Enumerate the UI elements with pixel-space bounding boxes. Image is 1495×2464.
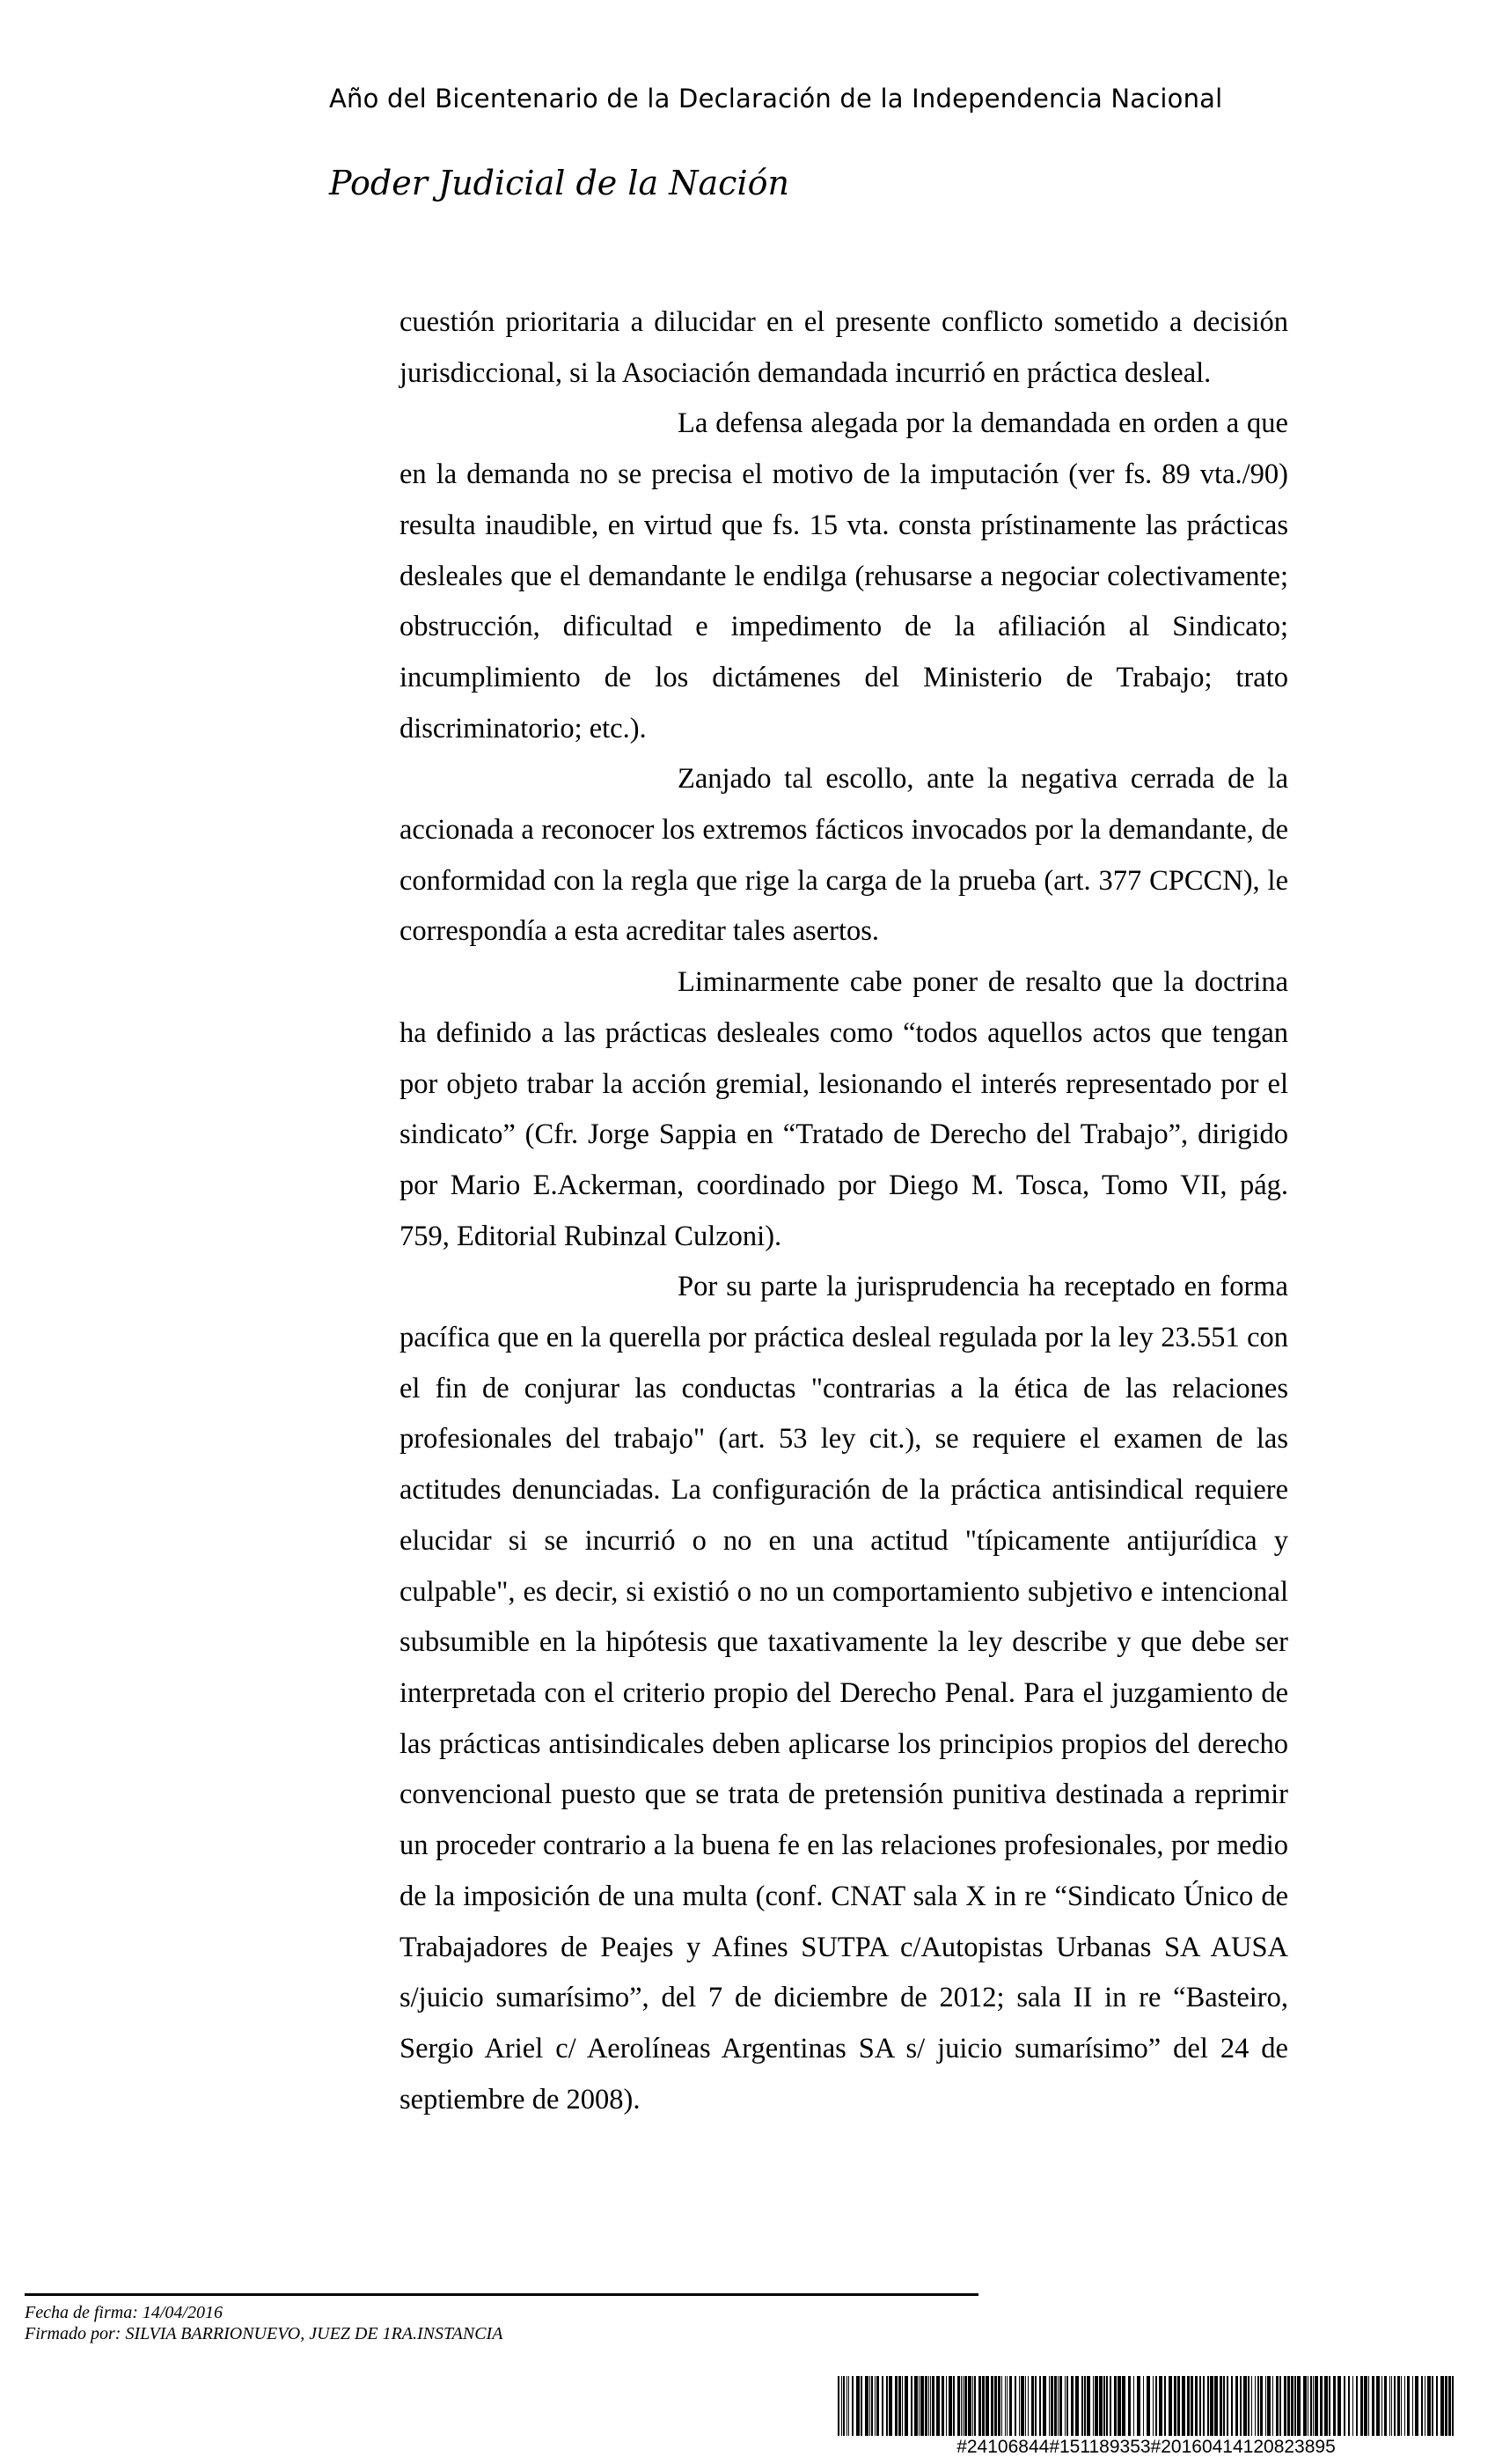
barcode-bar <box>1303 2376 1307 2436</box>
barcode-bar <box>1210 2376 1213 2436</box>
barcode-bar <box>942 2376 944 2436</box>
barcode-bar <box>1427 2376 1431 2436</box>
barcode-bar <box>1315 2376 1318 2436</box>
barcode-bar <box>1051 2376 1053 2436</box>
barcode-bar <box>1227 2376 1228 2436</box>
barcode-bar <box>1333 2376 1336 2436</box>
barcode-bar <box>1001 2376 1002 2436</box>
signature-signed-by: Firmado por: SILVIA BARRIONUEVO, JUEZ DE 1RA.INSTANCIA <box>25 2324 503 2343</box>
barcode-bar <box>1404 2376 1405 2436</box>
barcode-bar <box>1153 2376 1154 2436</box>
barcode-bar <box>1187 2376 1190 2436</box>
barcode-bar <box>1279 2376 1281 2436</box>
barcode-bar <box>1276 2376 1279 2436</box>
signature-date: Fecha de firma: 14/04/2016 <box>25 2303 223 2322</box>
barcode-bar <box>963 2376 964 2436</box>
barcode-bar <box>886 2376 888 2436</box>
barcode-bar <box>1384 2376 1387 2436</box>
barcode-bar <box>869 2376 870 2436</box>
barcode-bar <box>1164 2376 1166 2436</box>
barcode-bar <box>1025 2376 1026 2436</box>
signature-divider <box>25 2293 978 2296</box>
barcode-bar <box>1075 2376 1079 2436</box>
barcode-bar <box>848 2376 849 2436</box>
barcode-bar <box>1223 2376 1225 2436</box>
barcode-bar <box>1272 2376 1273 2436</box>
barcode-bar <box>936 2376 940 2436</box>
barcode-bar <box>949 2376 952 2436</box>
barcode-bar <box>968 2376 971 2436</box>
barcode-bar <box>895 2376 898 2436</box>
barcode-bar <box>838 2376 839 2436</box>
barcode-bar <box>1348 2376 1350 2436</box>
barcode-bar <box>953 2376 955 2436</box>
barcode-bar <box>865 2376 868 2436</box>
barcode-bar <box>1114 2376 1117 2436</box>
barcode-bar <box>882 2376 883 2436</box>
barcode-bar <box>1039 2376 1041 2436</box>
barcode-bar <box>1031 2376 1034 2436</box>
barcode-bar <box>1005 2376 1006 2436</box>
barcode-bar <box>1049 2376 1050 2436</box>
barcode-bar <box>1128 2376 1131 2436</box>
barcode-bar <box>1356 2376 1358 2436</box>
barcode-code: #24106844#151189353#20160414120823895 <box>956 2437 1336 2457</box>
barcode-bar <box>1043 2376 1046 2436</box>
barcode-bar <box>1394 2376 1396 2436</box>
barcode-bar <box>1310 2376 1312 2436</box>
barcode-bar <box>1087 2376 1090 2436</box>
barcode-bar <box>1199 2376 1201 2436</box>
barcode-bar <box>1337 2376 1341 2436</box>
barcode-bar <box>871 2376 873 2436</box>
barcode-bar <box>1265 2376 1266 2436</box>
barcode-bar <box>932 2376 934 2436</box>
barcode-bar <box>852 2376 854 2436</box>
barcode-bar <box>876 2376 879 2436</box>
barcode-bar <box>1389 2376 1390 2436</box>
barcode-bar <box>1035 2376 1037 2436</box>
barcode-bar <box>946 2376 947 2436</box>
barcode-bar <box>1007 2376 1008 2436</box>
barcode-bar <box>1195 2376 1198 2436</box>
barcode-bar <box>1214 2376 1218 2436</box>
barcode-bar <box>1436 2376 1438 2436</box>
barcode-bar <box>911 2376 912 2436</box>
barcode-bar <box>1147 2376 1150 2436</box>
barcode-bar <box>1015 2376 1016 2436</box>
barcode-bar <box>982 2376 985 2436</box>
barcode-bar <box>1407 2376 1410 2436</box>
barcode-bar <box>1019 2376 1020 2436</box>
barcode-bar <box>1297 2376 1301 2436</box>
barcode-bar <box>1344 2376 1345 2436</box>
paragraph: La defensa alegada por la demandada en orden a que en la demanda no se precisa el motivo de la imputación (ver fs. 89 vta./90) resulta inaudible, en virtud que fs. 15 vta. consta prístinamente las prácticas desleales que el demandante le endilga (rehusarse a negociar colectivamente; obstrucción, dificultad e impedimento de la afiliación al Sindicato; incumplimiento de los dictámenes del Ministerio de Trabajo; trato discriminatorio; etc.). <box>399 407 1288 744</box>
barcode-bar <box>1267 2376 1271 2436</box>
barcode-bar <box>1440 2376 1444 2436</box>
barcode-bar <box>925 2376 927 2436</box>
barcode-bar <box>846 2376 847 2436</box>
barcode-bar <box>1372 2376 1374 2436</box>
barcode-bar <box>875 2376 876 2436</box>
barcode-bar <box>1445 2376 1447 2436</box>
barcode-bar <box>898 2376 901 2436</box>
barcode-bar <box>1058 2376 1059 2436</box>
barcode-bar <box>998 2376 1000 2436</box>
barcode-bar <box>1291 2376 1293 2436</box>
paragraph: Liminarmente cabe poner de resalto que la doctrina ha definido a las prácticas desleales como “todos aquellos actos que tengan por objeto trabar la acción gremial, lesionando el interés representado por el sindicato” (Cfr. Jorge Sappia en “Tratado de Derecho del Trabajo”, dirigido por Mario E.Ackerman, coordinado por Diego M. Tosca, Tomo VII, pág. 759, Editorial Rubinzal Culzoni). <box>399 966 1288 1252</box>
barcode-bar <box>957 2376 960 2436</box>
barcode-bar <box>928 2376 929 2436</box>
barcode-bar <box>972 2376 973 2436</box>
barcode-bar <box>1240 2376 1242 2436</box>
barcode-bar <box>1284 2376 1286 2436</box>
barcode-bar <box>1054 2376 1057 2436</box>
paragraph: Por su parte la jurisprudencia ha receptado en forma pacífica que en la querella por práctica desleal regulada por la ley 23.551 con el fin de conjurar las conductas "contrarias a la ética de las relaciones profesionales del trabajo" (art. 53 ley cit.), se requiere el examen de las actitudes denunciadas. La configuración de la práctica antisindical requiere elucidar si se incurrió o no en una actitud "típicamente antijurídica y culpable", es decir, si existió o no un comportamiento subjetivo e intencional subsumible en la hipótesis que taxativamente la ley describe y que debe ser interpretada con el criterio propio del Derecho Penal. Para el juzgamiento de las prácticas antisindicales deben aplicarse los principios propios del derecho convencional puesto que se trata de pretensión punitiva destinada a reprimir un proceder contrario a la buena fe en las relaciones profesionales, por medio de la imposición de una multa (conf. CNAT sala X in re “Sindicato Único de Trabajadores de Peajes y Afines SUTPA c/Autopistas Urbanas SA AUSA s/juicio sumarísimo”, del 7 de diciembre de 2012; sala II in re “Basteiro, Sergio Ariel c/ Aerolíneas Argentinas SA s/ juicio sumarísimo” del 24 de septiembre de 2008). <box>399 1271 1288 2116</box>
barcode-bar <box>1174 2376 1176 2436</box>
barcode-bar <box>1448 2376 1451 2436</box>
barcode-bar <box>1257 2376 1259 2436</box>
barcode-bar <box>1099 2376 1103 2436</box>
barcode-bar <box>1191 2376 1193 2436</box>
barcode-bar <box>1421 2376 1423 2436</box>
barcode-bar <box>856 2376 860 2436</box>
barcode-bar <box>1391 2376 1392 2436</box>
barcode-bar <box>1255 2376 1256 2436</box>
barcode-bar <box>1182 2376 1185 2436</box>
paragraph: Zanjado tal escollo, ante la negativa cerrada de la accionada a reconocer los extremos fácticos invocados por la demandante, de conformidad con la regla que rige la carga de la prueba (art. 377 CPCCN), le correspondía a esta acreditar tales asertos. <box>399 763 1288 948</box>
barcode-bar <box>1412 2376 1413 2436</box>
barcode-bar <box>1159 2376 1162 2436</box>
barcode-bar <box>843 2376 845 2436</box>
barcode-image <box>836 2376 1456 2436</box>
barcode-bar <box>1177 2376 1180 2436</box>
barcode-bar <box>1397 2376 1400 2436</box>
barcode-bar <box>994 2376 997 2436</box>
barcode-bar <box>1059 2376 1062 2436</box>
barcode-bar <box>1364 2376 1367 2436</box>
barcode-bar <box>1081 2376 1083 2436</box>
barcode-bar <box>905 2376 908 2436</box>
barcode-bar <box>1133 2376 1134 2436</box>
barcode-bar <box>1028 2376 1029 2436</box>
barcode-bar <box>1095 2376 1098 2436</box>
barcode-bar <box>930 2376 931 2436</box>
barcode-bar <box>902 2376 903 2436</box>
barcode-bar <box>1243 2376 1247 2436</box>
header-year-motto: Año del Bicentenario de la Declaración de la Independencia Nacional <box>329 84 1223 114</box>
barcode-bar <box>1329 2376 1330 2436</box>
barcode-bar <box>919 2376 920 2436</box>
barcode-bar <box>1103 2376 1105 2436</box>
barcode-bar <box>1452 2376 1454 2436</box>
barcode-bar <box>1143 2376 1144 2436</box>
barcode-bar <box>991 2376 993 2436</box>
barcode-bar <box>1381 2376 1382 2436</box>
barcode-bar <box>1093 2376 1094 2436</box>
barcode-bar <box>1294 2376 1296 2436</box>
barcode-bar <box>964 2376 967 2436</box>
barcode-bar <box>1287 2376 1290 2436</box>
barcode-bar <box>1137 2376 1140 2436</box>
barcode-bar <box>1313 2376 1314 2436</box>
barcode-bar <box>1360 2376 1363 2436</box>
barcode-bar <box>1122 2376 1125 2436</box>
barcode-bar <box>1260 2376 1263 2436</box>
barcode-bar <box>1106 2376 1108 2436</box>
barcode-bar <box>1220 2376 1222 2436</box>
barcode-bar <box>841 2376 842 2436</box>
barcode-bar <box>1324 2376 1328 2436</box>
barcode-bar <box>1084 2376 1086 2436</box>
barcode-bar <box>861 2376 862 2436</box>
barcode-bar <box>1203 2376 1205 2436</box>
paragraph: cuestión prioritaria a dilucidar en el presente conflicto sometido a decisión jurisdiccional, si la Asociación demandada incurrió en práctica desleal. <box>399 306 1288 389</box>
barcode-bar <box>974 2376 976 2436</box>
barcode-bar <box>1352 2376 1353 2436</box>
barcode-bar <box>1235 2376 1238 2436</box>
barcode-bar <box>978 2376 981 2436</box>
barcode-bar <box>1169 2376 1172 2436</box>
barcode-bar <box>1021 2376 1024 2436</box>
barcode-bar <box>1110 2376 1111 2436</box>
barcode-bar <box>986 2376 989 2436</box>
barcode-bar <box>1248 2376 1249 2436</box>
barcode-bar <box>1368 2376 1369 2436</box>
barcode-bar <box>920 2376 924 2436</box>
barcode-bar <box>1376 2376 1380 2436</box>
barcode-bar <box>1320 2376 1323 2436</box>
barcode-bar <box>1432 2376 1433 2436</box>
header-court-name: Poder Judicial de la Nación <box>329 164 789 202</box>
barcode-bar <box>1251 2376 1252 2436</box>
barcode-bar <box>1231 2376 1233 2436</box>
barcode-bar <box>1415 2376 1418 2436</box>
barcode-bar <box>914 2376 918 2436</box>
document-body <box>399 297 1288 2125</box>
barcode-bar <box>1118 2376 1121 2436</box>
barcode-bar <box>889 2376 892 2436</box>
barcode-bar <box>961 2376 962 2436</box>
barcode-bar <box>1066 2376 1068 2436</box>
barcode-bar <box>1155 2376 1157 2436</box>
barcode-bar <box>1009 2376 1012 2436</box>
barcode-bar <box>1065 2376 1066 2436</box>
barcode-bar <box>1401 2376 1402 2436</box>
barcode-bar <box>1071 2376 1074 2436</box>
barcode-bar <box>1207 2376 1209 2436</box>
